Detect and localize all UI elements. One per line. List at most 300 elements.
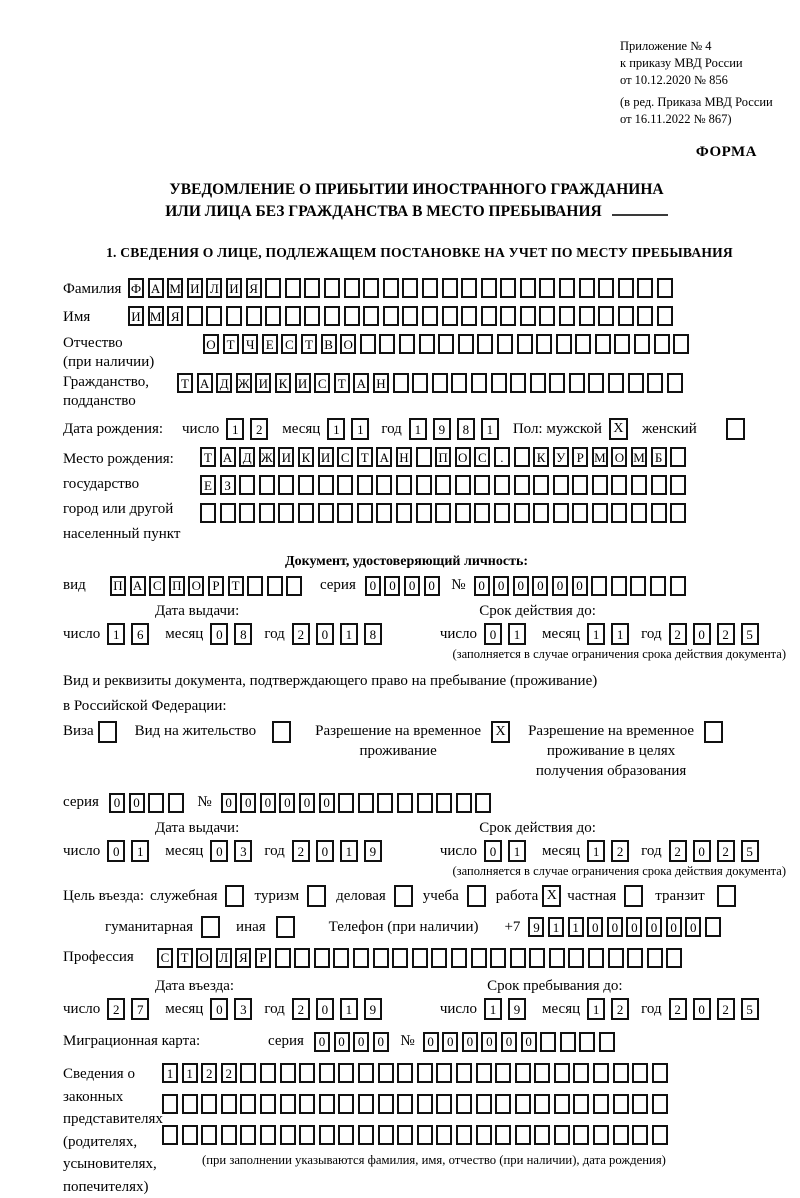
purpose-business-checkbox[interactable] <box>394 885 413 907</box>
form-cell[interactable] <box>239 475 255 495</box>
form-cell[interactable] <box>431 948 447 968</box>
form-cell[interactable]: 2 <box>292 998 310 1020</box>
purpose-official-checkbox[interactable] <box>225 885 244 907</box>
form-cell[interactable] <box>494 503 510 523</box>
form-cell[interactable]: З <box>220 475 236 495</box>
form-cell[interactable] <box>436 1094 452 1114</box>
form-cell[interactable] <box>333 948 349 968</box>
form-cell[interactable]: О <box>455 447 471 467</box>
form-cell[interactable] <box>379 334 395 354</box>
form-cell[interactable] <box>358 1063 374 1083</box>
form-cell[interactable] <box>495 1063 511 1083</box>
form-cell[interactable]: О <box>203 334 219 354</box>
form-cell[interactable]: С <box>474 447 490 467</box>
form-cell[interactable] <box>520 278 536 298</box>
form-cell[interactable]: О <box>340 334 356 354</box>
form-cell[interactable] <box>200 503 216 523</box>
form-cell[interactable] <box>422 278 438 298</box>
form-cell[interactable] <box>634 334 650 354</box>
form-cell[interactable]: 0 <box>626 917 642 937</box>
form-cell[interactable]: 1 <box>107 623 125 645</box>
form-cell[interactable] <box>481 278 497 298</box>
form-cell[interactable]: 1 <box>508 840 526 862</box>
form-cell[interactable]: А <box>148 278 164 298</box>
form-cell[interactable]: 1 <box>409 418 427 440</box>
form-cell[interactable] <box>221 1125 237 1145</box>
form-cell[interactable] <box>456 1094 472 1114</box>
form-cell[interactable]: Б <box>651 447 667 467</box>
form-cell[interactable] <box>572 475 588 495</box>
form-cell[interactable]: 0 <box>484 623 502 645</box>
form-cell[interactable]: 0 <box>316 840 334 862</box>
form-cell[interactable] <box>514 447 530 467</box>
form-cell[interactable] <box>670 475 686 495</box>
form-cell[interactable] <box>314 948 330 968</box>
form-cell[interactable] <box>632 1063 648 1083</box>
form-cell[interactable]: 1 <box>568 917 584 937</box>
form-cell[interactable]: А <box>197 373 213 393</box>
form-cell[interactable]: Я <box>167 306 183 326</box>
form-cell[interactable] <box>591 576 607 596</box>
form-cell[interactable]: 2 <box>669 998 687 1020</box>
form-cell[interactable]: 9 <box>433 418 451 440</box>
form-cell[interactable]: Ж <box>236 373 252 393</box>
form-cell[interactable] <box>632 1125 648 1145</box>
form-cell[interactable] <box>338 793 354 813</box>
form-cell[interactable]: 0 <box>462 1032 478 1052</box>
form-cell[interactable] <box>657 306 673 326</box>
form-cell[interactable] <box>360 334 376 354</box>
form-cell[interactable]: Ф <box>128 278 144 298</box>
form-cell[interactable] <box>383 278 399 298</box>
form-cell[interactable]: 1 <box>484 998 502 1020</box>
form-cell[interactable]: 2 <box>221 1063 237 1083</box>
form-cell[interactable] <box>422 306 438 326</box>
form-cell[interactable] <box>435 475 451 495</box>
form-cell[interactable] <box>338 1094 354 1114</box>
form-cell[interactable] <box>618 306 634 326</box>
form-cell[interactable] <box>530 373 546 393</box>
form-cell[interactable]: 0 <box>314 1032 330 1052</box>
form-cell[interactable] <box>657 278 673 298</box>
form-cell[interactable] <box>280 1094 296 1114</box>
form-cell[interactable]: Л <box>206 278 222 298</box>
form-cell[interactable] <box>475 793 491 813</box>
form-cell[interactable]: 1 <box>548 917 564 937</box>
form-cell[interactable] <box>500 278 516 298</box>
form-cell[interactable] <box>260 1094 276 1114</box>
form-cell[interactable]: Ж <box>259 447 275 467</box>
form-cell[interactable] <box>402 306 418 326</box>
form-cell[interactable] <box>652 1063 668 1083</box>
form-cell[interactable] <box>588 373 604 393</box>
form-cell[interactable] <box>481 306 497 326</box>
form-cell[interactable]: 1 <box>587 998 605 1020</box>
form-cell[interactable] <box>652 1094 668 1114</box>
form-cell[interactable]: 0 <box>210 998 228 1020</box>
form-cell[interactable] <box>397 1094 413 1114</box>
form-cell[interactable]: Л <box>216 948 232 968</box>
form-cell[interactable] <box>495 1125 511 1145</box>
form-cell[interactable]: 0 <box>109 793 125 813</box>
form-cell[interactable] <box>628 373 644 393</box>
form-cell[interactable]: И <box>278 447 294 467</box>
form-cell[interactable] <box>539 306 555 326</box>
form-cell[interactable] <box>299 1125 315 1145</box>
form-cell[interactable]: 0 <box>316 623 334 645</box>
form-cell[interactable]: 1 <box>587 623 605 645</box>
form-cell[interactable]: 1 <box>340 623 358 645</box>
form-cell[interactable] <box>573 1125 589 1145</box>
form-cell[interactable]: 0 <box>240 793 256 813</box>
form-cell[interactable]: 2 <box>669 840 687 862</box>
form-cell[interactable] <box>417 793 433 813</box>
form-cell[interactable]: О <box>611 447 627 467</box>
form-cell[interactable]: С <box>157 948 173 968</box>
form-cell[interactable] <box>554 1063 570 1083</box>
form-cell[interactable] <box>549 948 565 968</box>
form-cell[interactable] <box>438 334 454 354</box>
form-cell[interactable] <box>572 503 588 523</box>
form-cell[interactable] <box>298 503 314 523</box>
form-cell[interactable] <box>497 334 513 354</box>
form-cell[interactable] <box>568 948 584 968</box>
form-cell[interactable] <box>417 1125 433 1145</box>
form-cell[interactable] <box>260 1125 276 1145</box>
form-cell[interactable]: Я <box>235 948 251 968</box>
form-cell[interactable]: 0 <box>607 917 623 937</box>
form-cell[interactable]: А <box>376 447 392 467</box>
visa-checkbox[interactable] <box>98 721 117 743</box>
form-cell[interactable] <box>495 1094 511 1114</box>
form-cell[interactable] <box>187 306 203 326</box>
form-cell[interactable] <box>670 576 686 596</box>
form-cell[interactable] <box>299 1094 315 1114</box>
form-cell[interactable]: 1 <box>340 998 358 1020</box>
form-cell[interactable] <box>611 576 627 596</box>
form-cell[interactable]: Т <box>301 334 317 354</box>
form-cell[interactable]: 0 <box>210 840 228 862</box>
form-cell[interactable]: И <box>226 278 242 298</box>
form-cell[interactable] <box>650 576 666 596</box>
form-cell[interactable]: 0 <box>260 793 276 813</box>
form-cell[interactable] <box>436 1125 452 1145</box>
form-cell[interactable] <box>514 503 530 523</box>
form-cell[interactable] <box>670 447 686 467</box>
form-cell[interactable]: 0 <box>552 576 568 596</box>
form-cell[interactable] <box>554 1125 570 1145</box>
form-cell[interactable] <box>168 793 184 813</box>
form-cell[interactable]: К <box>275 373 291 393</box>
form-cell[interactable]: 1 <box>481 418 499 440</box>
form-cell[interactable] <box>651 475 667 495</box>
form-cell[interactable] <box>534 1094 550 1114</box>
form-cell[interactable] <box>652 1125 668 1145</box>
form-cell[interactable] <box>358 793 374 813</box>
form-cell[interactable]: 1 <box>611 623 629 645</box>
form-cell[interactable] <box>514 475 530 495</box>
form-cell[interactable] <box>613 1094 629 1114</box>
form-cell[interactable]: 0 <box>474 576 490 596</box>
form-cell[interactable]: 1 <box>351 418 369 440</box>
form-cell[interactable]: А <box>353 373 369 393</box>
form-cell[interactable]: 0 <box>572 576 588 596</box>
form-cell[interactable] <box>554 1094 570 1114</box>
form-cell[interactable] <box>592 475 608 495</box>
form-cell[interactable]: Ч <box>242 334 258 354</box>
form-cell[interactable] <box>337 475 353 495</box>
form-cell[interactable] <box>294 948 310 968</box>
form-cell[interactable] <box>399 334 415 354</box>
form-cell[interactable]: И <box>318 447 334 467</box>
form-cell[interactable]: М <box>631 447 647 467</box>
form-cell[interactable] <box>376 475 392 495</box>
form-cell[interactable]: Р <box>572 447 588 467</box>
form-cell[interactable] <box>515 1094 531 1114</box>
form-cell[interactable] <box>259 503 275 523</box>
form-cell[interactable] <box>579 278 595 298</box>
form-cell[interactable] <box>344 306 360 326</box>
form-cell[interactable] <box>240 1125 256 1145</box>
form-cell[interactable]: 0 <box>279 793 295 813</box>
form-cell[interactable]: 0 <box>693 998 711 1020</box>
form-cell[interactable]: 0 <box>424 576 440 596</box>
form-cell[interactable] <box>318 475 334 495</box>
form-cell[interactable]: Т <box>228 576 244 596</box>
form-cell[interactable] <box>540 1032 556 1052</box>
form-cell[interactable]: Т <box>177 948 193 968</box>
form-cell[interactable] <box>435 503 451 523</box>
form-cell[interactable] <box>553 503 569 523</box>
form-cell[interactable] <box>280 1125 296 1145</box>
form-cell[interactable]: Т <box>200 447 216 467</box>
form-cell[interactable] <box>338 1063 354 1083</box>
form-cell[interactable] <box>162 1094 178 1114</box>
form-cell[interactable] <box>363 278 379 298</box>
form-cell[interactable] <box>417 1094 433 1114</box>
form-cell[interactable] <box>667 373 683 393</box>
form-cell[interactable] <box>631 503 647 523</box>
form-cell[interactable]: 2 <box>292 840 310 862</box>
form-cell[interactable] <box>458 334 474 354</box>
form-cell[interactable] <box>588 948 604 968</box>
form-cell[interactable] <box>246 306 262 326</box>
form-cell[interactable] <box>491 373 507 393</box>
form-cell[interactable]: 0 <box>129 793 145 813</box>
form-cell[interactable]: 2 <box>611 840 629 862</box>
form-cell[interactable] <box>593 1125 609 1145</box>
form-cell[interactable] <box>285 306 301 326</box>
form-cell[interactable] <box>416 475 432 495</box>
form-cell[interactable]: 2 <box>717 623 735 645</box>
form-cell[interactable] <box>549 373 565 393</box>
form-cell[interactable] <box>417 1063 433 1083</box>
form-cell[interactable] <box>593 1063 609 1083</box>
form-cell[interactable] <box>278 503 294 523</box>
form-cell[interactable]: 0 <box>365 576 381 596</box>
form-cell[interactable] <box>419 334 435 354</box>
form-cell[interactable]: 0 <box>334 1032 350 1052</box>
form-cell[interactable]: 6 <box>131 623 149 645</box>
form-cell[interactable]: 0 <box>693 623 711 645</box>
form-cell[interactable] <box>358 1125 374 1145</box>
purpose-work-checkbox[interactable]: X <box>542 885 561 907</box>
form-cell[interactable] <box>560 1032 576 1052</box>
form-cell[interactable]: Д <box>239 447 255 467</box>
form-cell[interactable]: 2 <box>201 1063 217 1083</box>
form-cell[interactable] <box>436 1063 452 1083</box>
form-cell[interactable] <box>397 1125 413 1145</box>
form-cell[interactable] <box>520 306 536 326</box>
form-cell[interactable]: О <box>188 576 204 596</box>
form-cell[interactable] <box>631 475 647 495</box>
form-cell[interactable] <box>358 1094 374 1114</box>
form-cell[interactable]: М <box>592 447 608 467</box>
form-cell[interactable] <box>416 447 432 467</box>
form-cell[interactable]: П <box>110 576 126 596</box>
form-cell[interactable] <box>614 334 630 354</box>
form-cell[interactable] <box>573 1094 589 1114</box>
form-cell[interactable] <box>402 278 418 298</box>
form-cell[interactable]: Д <box>216 373 232 393</box>
form-cell[interactable] <box>553 475 569 495</box>
form-cell[interactable]: Р <box>208 576 224 596</box>
form-cell[interactable] <box>299 1063 315 1083</box>
form-cell[interactable]: 0 <box>316 998 334 1020</box>
form-cell[interactable]: 1 <box>131 840 149 862</box>
form-cell[interactable]: 2 <box>717 840 735 862</box>
form-cell[interactable]: 1 <box>162 1063 178 1083</box>
form-cell[interactable] <box>611 475 627 495</box>
form-cell[interactable]: 1 <box>182 1063 198 1083</box>
form-cell[interactable]: 1 <box>508 623 526 645</box>
form-cell[interactable] <box>319 1125 335 1145</box>
form-cell[interactable] <box>357 503 373 523</box>
form-cell[interactable] <box>412 948 428 968</box>
form-cell[interactable] <box>654 334 670 354</box>
form-cell[interactable] <box>455 503 471 523</box>
form-cell[interactable] <box>318 503 334 523</box>
form-cell[interactable] <box>517 334 533 354</box>
form-cell[interactable]: Т <box>177 373 193 393</box>
form-cell[interactable] <box>599 1032 615 1052</box>
form-cell[interactable]: К <box>533 447 549 467</box>
form-cell[interactable]: 5 <box>741 998 759 1020</box>
form-cell[interactable] <box>647 948 663 968</box>
form-cell[interactable] <box>608 948 624 968</box>
form-cell[interactable] <box>259 475 275 495</box>
form-cell[interactable] <box>285 278 301 298</box>
form-cell[interactable]: 0 <box>532 576 548 596</box>
form-cell[interactable] <box>162 1125 178 1145</box>
form-cell[interactable] <box>377 793 393 813</box>
form-cell[interactable] <box>226 306 242 326</box>
form-cell[interactable] <box>220 503 236 523</box>
form-cell[interactable]: П <box>169 576 185 596</box>
form-cell[interactable]: И <box>128 306 144 326</box>
form-cell[interactable]: Т <box>357 447 373 467</box>
form-cell[interactable] <box>559 306 575 326</box>
form-cell[interactable]: 0 <box>685 917 701 937</box>
form-cell[interactable]: 8 <box>457 418 475 440</box>
form-cell[interactable]: Н <box>373 373 389 393</box>
form-cell[interactable] <box>613 1125 629 1145</box>
form-cell[interactable] <box>608 373 624 393</box>
form-cell[interactable]: А <box>220 447 236 467</box>
form-cell[interactable]: Я <box>246 278 262 298</box>
form-cell[interactable] <box>298 475 314 495</box>
form-cell[interactable] <box>461 306 477 326</box>
form-cell[interactable]: 0 <box>221 793 237 813</box>
form-cell[interactable]: С <box>149 576 165 596</box>
form-cell[interactable] <box>647 373 663 393</box>
form-cell[interactable]: 2 <box>611 998 629 1020</box>
form-cell[interactable] <box>494 475 510 495</box>
form-cell[interactable] <box>670 503 686 523</box>
form-cell[interactable]: 0 <box>693 840 711 862</box>
form-cell[interactable]: . <box>494 447 510 467</box>
form-cell[interactable] <box>260 1063 276 1083</box>
form-cell[interactable] <box>476 1125 492 1145</box>
form-cell[interactable] <box>630 576 646 596</box>
form-cell[interactable] <box>476 1063 492 1083</box>
temp-permit-checkbox[interactable]: X <box>491 721 510 743</box>
form-cell[interactable]: А <box>130 576 146 596</box>
form-cell[interactable]: 0 <box>373 1032 389 1052</box>
form-cell[interactable] <box>221 1094 237 1114</box>
form-cell[interactable] <box>461 278 477 298</box>
form-cell[interactable]: 5 <box>741 840 759 862</box>
form-cell[interactable] <box>451 948 467 968</box>
form-cell[interactable]: 0 <box>481 1032 497 1052</box>
form-cell[interactable]: 0 <box>493 576 509 596</box>
form-cell[interactable] <box>393 373 409 393</box>
form-cell[interactable] <box>324 306 340 326</box>
form-cell[interactable] <box>201 1125 217 1145</box>
form-cell[interactable] <box>344 278 360 298</box>
form-cell[interactable]: 3 <box>234 840 252 862</box>
form-cell[interactable] <box>392 948 408 968</box>
form-cell[interactable] <box>357 475 373 495</box>
form-cell[interactable] <box>632 1094 648 1114</box>
form-cell[interactable]: М <box>167 278 183 298</box>
form-cell[interactable] <box>474 503 490 523</box>
form-cell[interactable] <box>373 948 389 968</box>
form-cell[interactable]: К <box>298 447 314 467</box>
sex-female-checkbox[interactable] <box>726 418 745 440</box>
form-cell[interactable] <box>378 1094 394 1114</box>
form-cell[interactable] <box>613 1063 629 1083</box>
form-cell[interactable]: 1 <box>587 840 605 862</box>
form-cell[interactable]: Е <box>262 334 278 354</box>
form-cell[interactable] <box>471 373 487 393</box>
form-cell[interactable] <box>533 503 549 523</box>
purpose-humanitarian-checkbox[interactable] <box>201 916 220 938</box>
form-cell[interactable] <box>534 1125 550 1145</box>
form-cell[interactable] <box>490 948 506 968</box>
form-cell[interactable] <box>637 278 653 298</box>
form-cell[interactable] <box>319 1094 335 1114</box>
form-cell[interactable]: 1 <box>226 418 244 440</box>
form-cell[interactable] <box>265 278 281 298</box>
form-cell[interactable] <box>515 1063 531 1083</box>
form-cell[interactable] <box>559 278 575 298</box>
form-cell[interactable]: 0 <box>587 917 603 937</box>
form-cell[interactable]: Е <box>200 475 216 495</box>
form-cell[interactable] <box>500 306 516 326</box>
form-cell[interactable] <box>397 1063 413 1083</box>
form-cell[interactable]: У <box>553 447 569 467</box>
